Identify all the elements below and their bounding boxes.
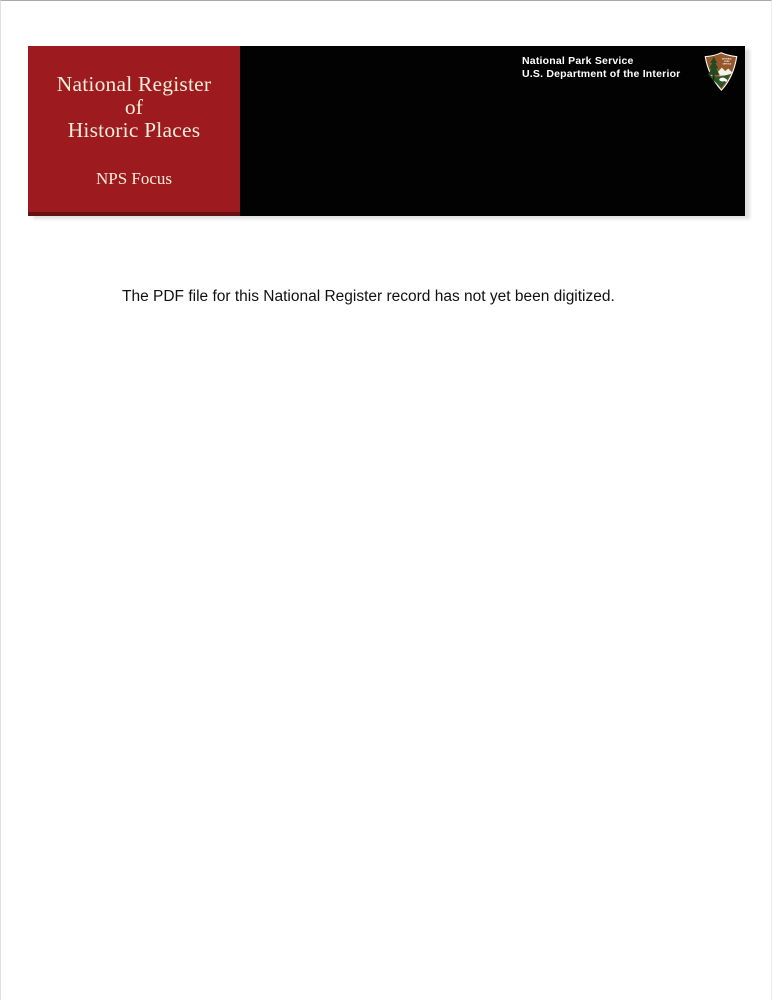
digitization-notice: The PDF file for this National Register record has not yet been digitized.	[122, 288, 615, 305]
nps-focus-banner	[28, 46, 745, 216]
agency-panel	[240, 46, 745, 216]
national-register-panel	[28, 46, 240, 216]
national-register-title	[28, 46, 240, 142]
title-line-3: Historic Places	[67, 118, 201, 142]
nps-arrowhead-logo-icon	[704, 49, 738, 94]
nps-focus-label: NPS Focus	[95, 169, 173, 188]
logo-text-line2: PARK	[724, 60, 730, 63]
agency-text-block	[522, 55, 680, 80]
logo-text-line3: SERVICE	[722, 63, 732, 66]
logo-text-line1: NATIONAL	[721, 58, 732, 61]
title-line-1: National Register	[56, 72, 212, 96]
title-line-2: of	[124, 95, 144, 119]
agency-department: U.S. Department of the Interior	[522, 67, 681, 80]
bison-head	[725, 79, 728, 82]
tree-trunk	[713, 75, 714, 81]
agency-name: National Park Service	[522, 55, 634, 67]
